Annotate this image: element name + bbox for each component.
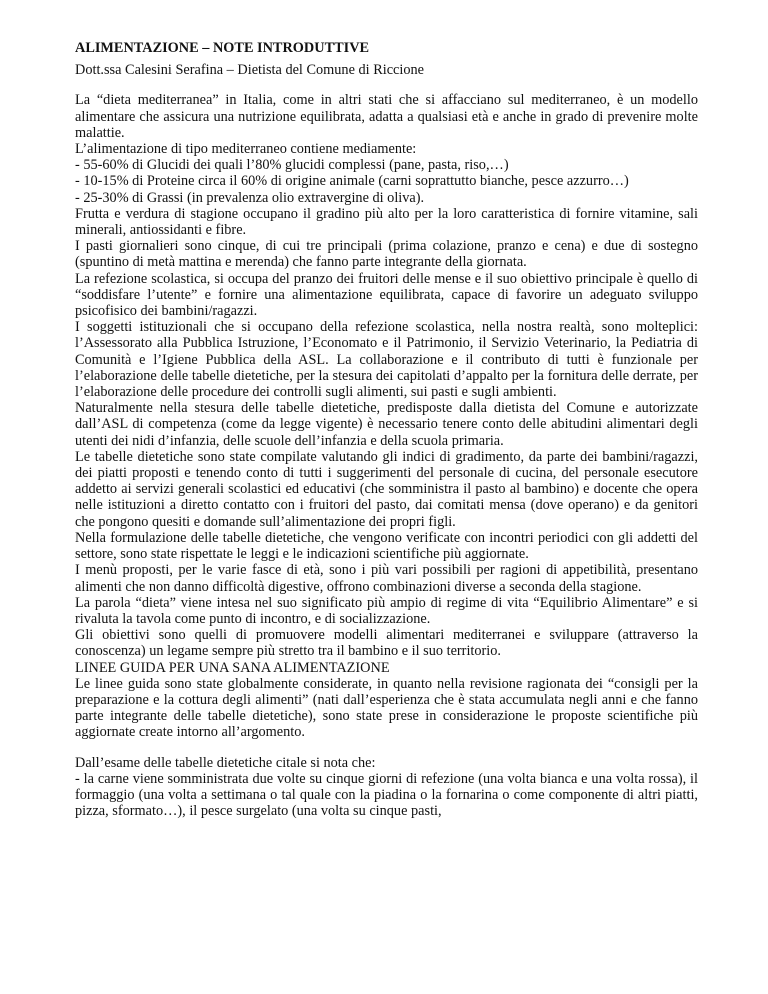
list-item: - 25-30% di Grassi (in prevalenza olio extravergine di oliva). [75,189,425,206]
paragraph: Frutta e verdura di stagione occupano il gradino più alto per la loro caratteristica di fornire vitamine, sali minerali, antiossidanti e fibre. [75,205,698,239]
paragraph: Le tabelle dietetiche sono state compilate valutando gli indici di gradimento, da parte dei bambini/ragazzi, dei piatti proposti e tenendo conto di tutti i suggerimenti del personale di cucina, del personale esecutore addetto ai servizi generali scolastici ed educativi (che somministra il pasto al bambino) e docente che opera nelle istituzioni a diretto contatto con i fruitori del pasto, dai comitati mensa (dove operano) e da genitori che pongono quesiti e domande sull’alimentazione dei propri figli. [75,448,698,530]
guidelines-section [75,660,698,741]
paragraph: La refezione scolastica, si occupa del pranzo dei fruitori delle mense e il suo obiettivo principale è quello di “soddisfare l’utente” e fornire una alimentazione equilibrata, capace di favorire un adeguato sviluppo psicofisico dei bambini/ragazzi. [75,270,698,320]
paragraph: Gli obiettivi sono quelli di promuovere modelli alimentari mediterranei e sviluppare (attraverso la conoscenza) un legame sempre più stretto tra il bambino e il suo territorio. [75,627,698,660]
paragraph: I soggetti istituzionali che si occupano della refezione scolastica, nella nostra realtà, sono molteplici: l’Assessorato alla Pubblica Istruzione, l’Economato e il Patrimonio, il Servizio Veterinario, la Pediatria di Comunità e l’Igiene Pubblica della ASL. La collaborazione e il contributo di tutti è funzionale per l’elaborazione delle tabelle dietetiche, per la stesura dei capitolati d’appalto per la fornitura delle derrate, per l’elaborazione delle procedure dei controlli sugli alimenti, sui pasti e sugli ambienti. [75,319,698,401]
paragraph: Nella formulazione delle tabelle dietetiche, che vengono verificate con incontri periodici con gli addetti del settore, sono state rispettate le leggi e le indicazioni scientifiche più aggiornate. [75,529,698,563]
document-title: ALIMENTAZIONE – NOTE INTRODUTTIVE [75,40,370,56]
list-item: - la carne viene somministrata due volte su cinque giorni di refezione (una volta bianca e una volta rossa), il formaggio (una volta a settimana o tal quale con la piadina o la fornarina o come componente di altri piatti, pizza, sformato…), il pesce surgelato (una volta su cinque pasti, [75,770,698,820]
paragraph: I menù proposti, per le varie fasce di età, sono i più vari possibili per ragioni di appetibilità, presentano alimenti che non danno difficoltà digestive, offrono combinazioni diverse a seconda della stagione. [75,562,698,595]
paragraph: I pasti giornalieri sono cinque, di cui tre principali (prima colazione, pranzo e cena) e due di sostegno (spuntino di metà mattina e merenda) che fanno parte integrante della giornata. [75,238,698,271]
final-section [75,755,698,820]
paragraph: Le linee guida sono state globalmente considerate, in quanto nella revisione ragionata dei “consigli per la preparazione e la cottura degli alimenti” (nati dall’esperienza che è stata accumulata negli anni e che fanno parte integrante delle tabelle dietetiche), sono state prese in considerazione le proposte scientifiche più aggiornate create intorno all’argomento. [75,675,698,741]
paragraph: La parola “dieta” viene intesa nel suo significato più ampio di regime di vita “Equilibrio Alimentare” e si rivaluta la tavola come punto di incontro, e di socializzazione. [75,594,698,627]
document-author: Dott.ssa Calesini Serafina – Dietista del Comune di Riccione [75,62,425,79]
paragraph: Naturalmente nella stesura delle tabelle dietetiche, predisposte dalla dietista del Comune e autorizzate dall’ASL di competenza (come da legge vigente) è necessario tenere conto delle abitudini alimentari degli utenti dei nidi d’infanzia, delle scuole dell’infanzia e della scuola primaria. [75,400,698,449]
intro-section [75,92,698,659]
section-title: LINEE GUIDA PER UNA SANA ALIMENTAZIONE [75,659,390,676]
list-item: - 10-15% di Proteine circa il 60% di origine animale (carni soprattutto bianche, pesce azzurro…) [75,173,629,190]
paragraph: Dall’esame delle tabelle dietetiche citale si nota che: [75,754,376,771]
spacer [75,741,698,755]
paragraph: La “dieta mediterranea” in Italia, come in altri stati che si affacciano sul mediterraneo, è un modello alimentare che assicura una nutrizione equilibrata, adatta a qualsiasi età e anche in grado di prevenire molte malattie. [75,92,698,141]
paragraph: L’alimentazione di tipo mediterraneo contiene mediamente: [75,141,417,158]
document-page [75,40,698,819]
list-item: - 55-60% di Glucidi dei quali l’80% glucidi complessi (pane, pasta, riso,…) [75,157,509,174]
